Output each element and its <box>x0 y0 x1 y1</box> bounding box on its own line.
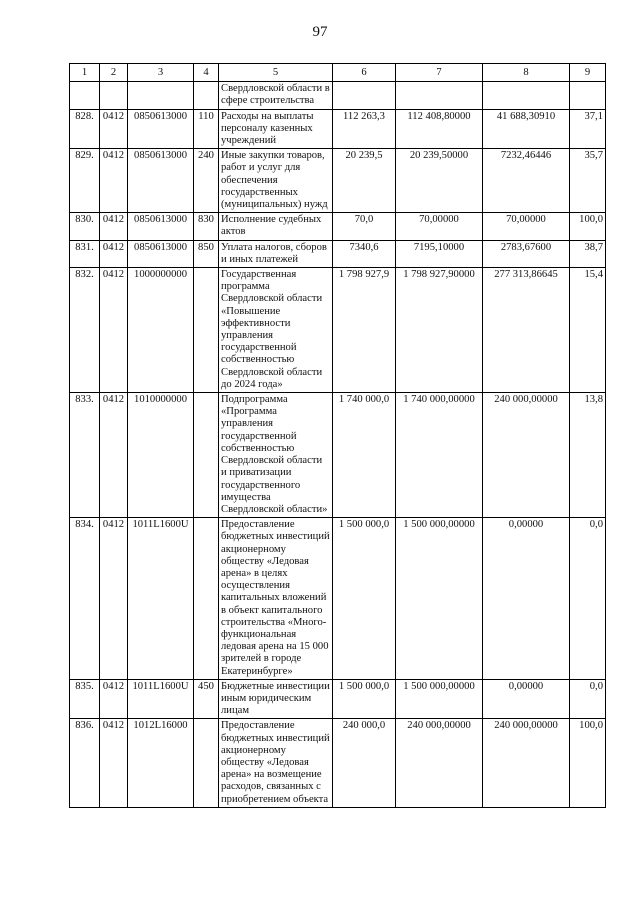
target-article-code-cell: 0850613000 <box>128 109 194 149</box>
budget-table <box>69 63 606 808</box>
header-cell: 7 <box>396 64 483 82</box>
revised-amount-cell: 20 239,50000 <box>396 149 483 213</box>
executed-amount-cell: 2783,67600 <box>483 240 570 267</box>
section-code-cell: 0412 <box>100 268 128 393</box>
expense-type-code-cell: 110 <box>194 109 219 149</box>
header-cell: 4 <box>194 64 219 82</box>
approved-amount-cell: 1 500 000,0 <box>333 518 396 680</box>
expense-type-code-cell: 850 <box>194 240 219 267</box>
table-row <box>70 518 606 680</box>
executed-amount-cell: 0,00000 <box>483 518 570 680</box>
execution-percent-cell: 100,0 <box>570 719 606 807</box>
executed-amount-cell: 70,00000 <box>483 213 570 240</box>
executed-amount-cell: 41 688,30910 <box>483 109 570 149</box>
expense-name-cell: Предоставление бюджетных инвестиций акционерному обществу «Ледовая арена» в целях осуществления капитальных вложений в объект капитального строительства «Много-функциональная ледовая арена на 15 000 зрителей в городе Екатеринбурге» <box>219 518 333 680</box>
execution-percent-cell: 37,1 <box>570 109 606 149</box>
revised-amount-cell: 70,00000 <box>396 213 483 240</box>
table-row <box>70 213 606 240</box>
executed-amount-cell: 7232,46446 <box>483 149 570 213</box>
section-code-cell: 0412 <box>100 719 128 807</box>
table-row <box>70 268 606 393</box>
expense-name-cell: Бюджетные инвестиции иным юридическим лицам <box>219 679 333 719</box>
approved-amount-cell: 70,0 <box>333 213 396 240</box>
execution-percent-cell: 38,7 <box>570 240 606 267</box>
section-code-cell: 0412 <box>100 240 128 267</box>
expense-type-code-cell <box>194 393 219 518</box>
table-row <box>70 149 606 213</box>
revised-amount-cell: 1 500 000,00000 <box>396 679 483 719</box>
approved-amount-cell: 112 263,3 <box>333 109 396 149</box>
target-article-code-cell: 1011L1600U <box>128 518 194 680</box>
execution-percent-cell: 35,7 <box>570 149 606 213</box>
revised-amount-cell: 112 408,80000 <box>396 109 483 149</box>
row-number-cell: 832. <box>70 268 100 393</box>
row-number-cell <box>70 82 100 109</box>
expense-name-cell: Подпрограмма «Программа управления государственной собственностью Свердловской области и приватизации государственного имущества Свердловской области» <box>219 393 333 518</box>
expense-name-cell: Свердловской области в сфере строительства <box>219 82 333 109</box>
target-article-code-cell: 1000000000 <box>128 268 194 393</box>
target-article-code-cell <box>128 82 194 109</box>
target-article-code-cell: 1011L1600U <box>128 679 194 719</box>
header-cell: 2 <box>100 64 128 82</box>
revised-amount-cell: 1 500 000,00000 <box>396 518 483 680</box>
section-code-cell: 0412 <box>100 518 128 680</box>
section-code-cell: 0412 <box>100 149 128 213</box>
table-row <box>70 82 606 109</box>
table-row <box>70 240 606 267</box>
table-row <box>70 679 606 719</box>
executed-amount-cell: 0,00000 <box>483 679 570 719</box>
header-cell: 5 <box>219 64 333 82</box>
approved-amount-cell: 7340,6 <box>333 240 396 267</box>
execution-percent-cell: 0,0 <box>570 679 606 719</box>
executed-amount-cell: 277 313,86645 <box>483 268 570 393</box>
expense-name-cell: Иные закупки товаров, работ и услуг для обеспечения государственных (муниципальных) нужд <box>219 149 333 213</box>
expense-name-cell: Расходы на выплаты персоналу казенных учреждений <box>219 109 333 149</box>
header-cell: 9 <box>570 64 606 82</box>
execution-percent-cell: 13,8 <box>570 393 606 518</box>
executed-amount-cell <box>483 82 570 109</box>
approved-amount-cell: 1 740 000,0 <box>333 393 396 518</box>
approved-amount-cell: 20 239,5 <box>333 149 396 213</box>
table-row <box>70 393 606 518</box>
expense-type-code-cell: 830 <box>194 213 219 240</box>
target-article-code-cell: 0850613000 <box>128 213 194 240</box>
revised-amount-cell <box>396 82 483 109</box>
section-code-cell: 0412 <box>100 679 128 719</box>
row-number-cell: 830. <box>70 213 100 240</box>
target-article-code-cell: 0850613000 <box>128 149 194 213</box>
header-cell: 3 <box>128 64 194 82</box>
revised-amount-cell: 7195,10000 <box>396 240 483 267</box>
expense-type-code-cell: 240 <box>194 149 219 213</box>
section-code-cell: 0412 <box>100 213 128 240</box>
approved-amount-cell: 240 000,0 <box>333 719 396 807</box>
row-number-cell: 831. <box>70 240 100 267</box>
expense-type-code-cell: 450 <box>194 679 219 719</box>
revised-amount-cell: 240 000,00000 <box>396 719 483 807</box>
expense-type-code-cell <box>194 268 219 393</box>
header-cell: 8 <box>483 64 570 82</box>
header-cell: 1 <box>70 64 100 82</box>
execution-percent-cell: 100,0 <box>570 213 606 240</box>
row-number-cell: 834. <box>70 518 100 680</box>
row-number-cell: 829. <box>70 149 100 213</box>
target-article-code-cell: 0850613000 <box>128 240 194 267</box>
header-row <box>70 64 606 82</box>
approved-amount-cell: 1 798 927,9 <box>333 268 396 393</box>
page-number: 97 <box>312 24 328 40</box>
expense-name-cell: Государственная программа Свердловской области «Повышение эффективности управления государственной собственностью Свердловской области до 2024 года» <box>219 268 333 393</box>
row-number-cell: 833. <box>70 393 100 518</box>
executed-amount-cell: 240 000,00000 <box>483 393 570 518</box>
table-row <box>70 109 606 149</box>
section-code-cell <box>100 82 128 109</box>
approved-amount-cell <box>333 82 396 109</box>
row-number-cell: 835. <box>70 679 100 719</box>
row-number-cell: 836. <box>70 719 100 807</box>
revised-amount-cell: 1 740 000,00000 <box>396 393 483 518</box>
execution-percent-cell <box>570 82 606 109</box>
section-code-cell: 0412 <box>100 109 128 149</box>
expense-type-code-cell <box>194 719 219 807</box>
target-article-code-cell: 1012L16000 <box>128 719 194 807</box>
approved-amount-cell: 1 500 000,0 <box>333 679 396 719</box>
table-row <box>70 719 606 807</box>
expense-type-code-cell <box>194 518 219 680</box>
execution-percent-cell: 15,4 <box>570 268 606 393</box>
expense-name-cell: Исполнение судебных актов <box>219 213 333 240</box>
expense-name-cell: Уплата налогов, сборов и иных платежей <box>219 240 333 267</box>
expense-name-cell: Предоставление бюджетных инвестиций акционерному обществу «Ледовая арена» на возмещение расходов, связанных с приобретением объекта <box>219 719 333 807</box>
target-article-code-cell: 1010000000 <box>128 393 194 518</box>
executed-amount-cell: 240 000,00000 <box>483 719 570 807</box>
execution-percent-cell: 0,0 <box>570 518 606 680</box>
expense-type-code-cell <box>194 82 219 109</box>
header-cell: 6 <box>333 64 396 82</box>
revised-amount-cell: 1 798 927,90000 <box>396 268 483 393</box>
section-code-cell: 0412 <box>100 393 128 518</box>
row-number-cell: 828. <box>70 109 100 149</box>
